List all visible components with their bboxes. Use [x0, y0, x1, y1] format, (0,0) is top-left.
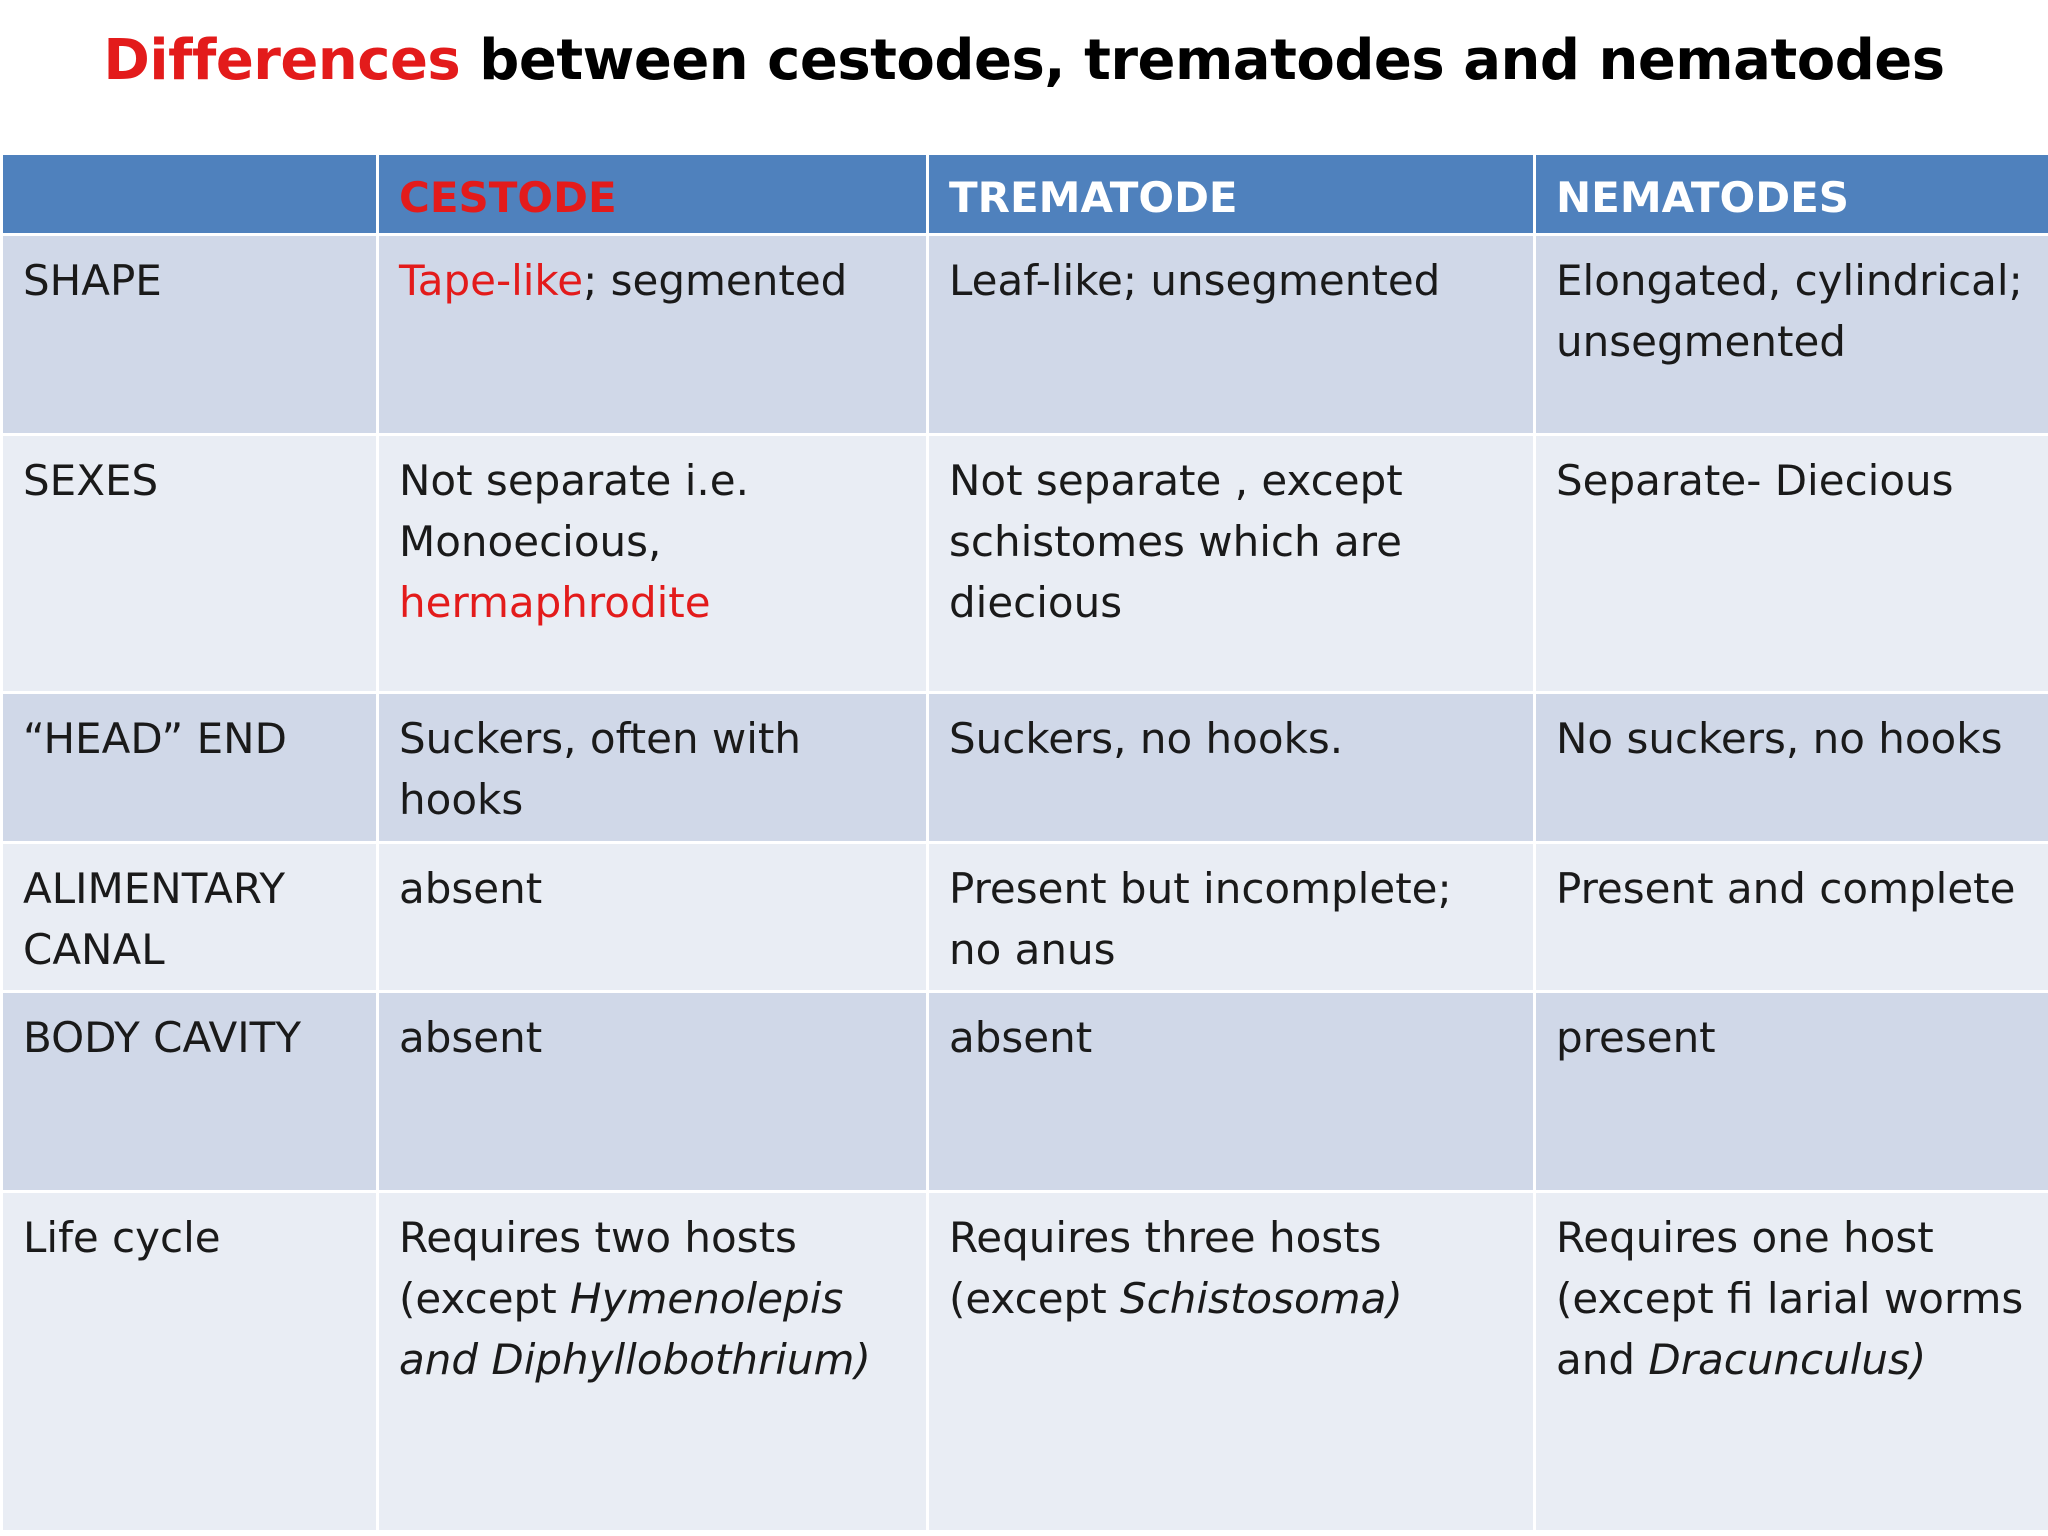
cell-nematode [1535, 1192, 2048, 1532]
header-row [2, 154, 2048, 235]
table-row [2, 693, 2048, 843]
row-label: SHAPE [2, 235, 378, 435]
title-accent: Differences [103, 28, 461, 93]
cell-trematode: Leaf-like; unsegmented [928, 235, 1535, 435]
row-label: SEXES [2, 435, 378, 693]
title-rest: between cestodes, trematodes and nematodes [460, 28, 1945, 93]
row-label: BODY CAVITY [2, 992, 378, 1192]
table-row [2, 435, 2048, 693]
cell-highlight: Tape-like [399, 256, 584, 305]
cell-text: Requires two hosts (except [399, 1213, 797, 1323]
cell-cestode [378, 435, 928, 693]
cell-cestode: absent [378, 843, 928, 992]
cell-cestode [378, 1192, 928, 1532]
cell-trematode: absent [928, 992, 1535, 1192]
cell-nematode: No suckers, no hooks [1535, 693, 2048, 843]
cell-cestode [378, 235, 928, 435]
cell-italic: Schistosoma) [1120, 1274, 1403, 1323]
cell-trematode: Suckers, no hooks. [928, 693, 1535, 843]
header-nematodes: NEMATODES [1535, 154, 2048, 235]
header-cell-empty [2, 154, 378, 235]
cell-italic: Hymenolepis and Diphyllobothrium) [399, 1274, 871, 1384]
table-row [2, 1192, 2048, 1532]
table-row [2, 843, 2048, 992]
comparison-table [0, 152, 2048, 1533]
table-row [2, 235, 2048, 435]
cell-nematode: present [1535, 992, 2048, 1192]
cell-text: Not separate i.e. Monoecious, [399, 456, 749, 566]
page-title [0, 28, 2048, 93]
row-label: Life cycle [2, 1192, 378, 1532]
cell-italic: Dracunculus) [1648, 1335, 1927, 1384]
cell-cestode: absent [378, 992, 928, 1192]
row-label: “HEAD” END [2, 693, 378, 843]
cell-cestode: Suckers, often with hooks [378, 693, 928, 843]
cell-nematode: Present and complete [1535, 843, 2048, 992]
cell-nematode: Elongated, cylindrical; unsegmented [1535, 235, 2048, 435]
cell-highlight: hermaphrodite [399, 578, 711, 627]
header-cestode: CESTODE [378, 154, 928, 235]
cell-text: Requires three hosts (except [949, 1213, 1382, 1323]
cell-trematode: Present but incomplete; no anus [928, 843, 1535, 992]
header-trematode: TREMATODE [928, 154, 1535, 235]
cell-trematode: Not separate , except schistomes which are diecious [928, 435, 1535, 693]
table-row [2, 992, 2048, 1192]
cell-text: Requires one host (except fi larial worms and [1556, 1213, 2024, 1384]
cell-text: ; segmented [583, 256, 848, 305]
cell-nematode: Separate- Diecious [1535, 435, 2048, 693]
row-label: ALIMENTARY CANAL [2, 843, 378, 992]
cell-trematode [928, 1192, 1535, 1532]
